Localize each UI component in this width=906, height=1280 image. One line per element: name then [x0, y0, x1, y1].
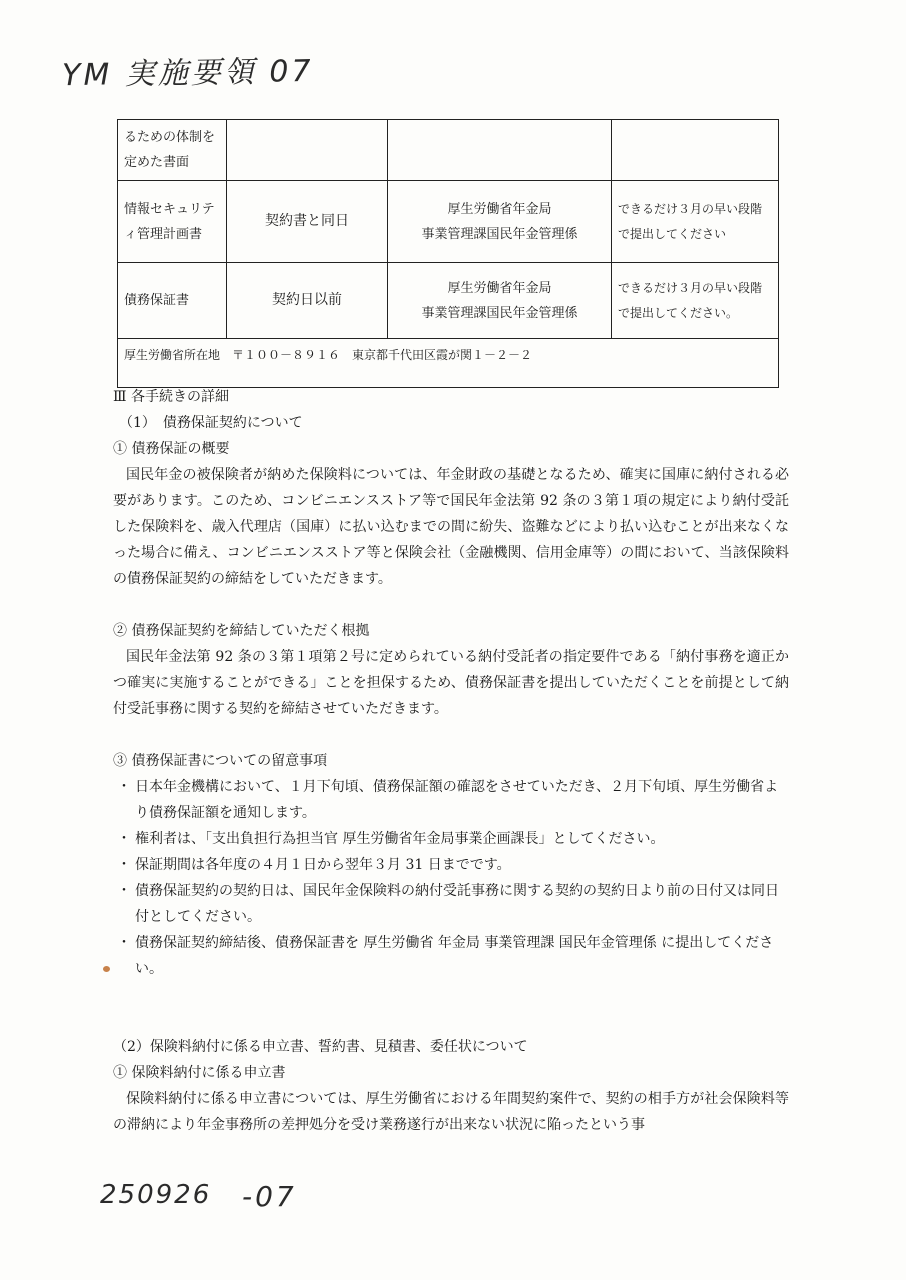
list-item-text: 債務保証契約締結後、債務保証書を 厚生労働省 年金局 事業管理課 国民年金管理係 に提出してください。 — [135, 935, 774, 977]
handwritten-title: YM 実施要領 07 — [61, 53, 314, 94]
item-title: ① 債務保証の概要 — [113, 441, 230, 457]
list-item-text: 権利者は、「支出負担行為担当官 厚生労働省年金局事業企画課長」としてください。 — [135, 831, 665, 847]
bullet-marker: ・ — [117, 857, 131, 873]
doc-name-cell: るための体制を定めた書面 — [118, 120, 227, 181]
list-item-text: 保証期間は各年度の４月１日から翌年３月 31 日までです。 — [135, 857, 511, 873]
address-cell: 厚生労働省所在地 〒１００－８９１６ 東京都千代田区霞が関１－２－２ — [118, 339, 779, 388]
table-row — [118, 181, 779, 263]
handwritten-suffix: -07 — [242, 1180, 297, 1213]
subsection-heading: （1） 債務保証契約について — [119, 415, 303, 431]
paragraph: 国民年金の被保険者が納めた保険料については、年金財政の基礎となるため、確実に国庫に納付される必要があります。このため、コンビニエンスストア等で国民年金法第 92 条の３第１項の規定により納付受託した保険料を、歳入代理店（国庫）に払い込むまでの間に紛失、盗難などにより払い込むことが出来なくなった場合に備え、コンビニエンスストア等と保険会社（金融機関、信用金庫等）の間において、当該保険料の債務保証契約の締結をしていただきます。 — [113, 467, 789, 587]
deadline-cell: 契約日以前 — [227, 263, 388, 339]
deadline-cell — [227, 120, 388, 181]
list-item-text: 日本年金機構において、１月下旬頃、債務保証額の確認をさせていただき、２月下旬頃、厚生労働省より債務保証額を通知します。 — [135, 779, 779, 821]
doc-name-cell: 情報セキュリティ管理計画書 — [118, 181, 227, 263]
list-item — [113, 774, 789, 826]
deadline-cell: 契約書と同日 — [227, 181, 388, 263]
list-item — [113, 878, 789, 930]
destination-line: 厚生労働省年金局 — [447, 280, 552, 296]
list-item — [113, 826, 789, 852]
paragraph: 国民年金法第 92 条の３第１項第２号に定められている納付受託者の指定要件である「納付事務を適正かつ確実に実施することができる」ことを担保するため、債務保証書を提出していただくことを前提として納付受託事務に関する契約を締結させていただきます。 — [113, 649, 789, 717]
destination-line: 厚生労働省年金局 — [447, 201, 552, 217]
bullet-marker: ・ — [117, 779, 131, 795]
section-heading: Ⅲ 各手続きの詳細 — [113, 389, 229, 405]
destination-cell — [388, 120, 612, 181]
document-body — [113, 384, 789, 1138]
list-item — [113, 930, 789, 982]
table-row — [118, 120, 779, 181]
list-item — [113, 852, 789, 878]
submission-table — [117, 119, 779, 388]
item-title: ① 保険料納付に係る申立書 — [113, 1065, 286, 1081]
handwritten-code: 250926 — [100, 1180, 212, 1210]
destination-line: 事業管理課国民年金管理係 — [421, 226, 578, 242]
bullet-marker: ・ — [117, 883, 131, 899]
bullet-marker: ・ — [117, 935, 131, 951]
subsection-heading: （2）保険料納付に係る申立書、誓約書、見積書、委任状について — [113, 1039, 528, 1055]
stain-mark — [103, 966, 110, 972]
note-cell — [612, 120, 779, 181]
doc-name-cell: 債務保証書 — [118, 263, 227, 339]
paragraph: 保険料納付に係る申立書については、厚生労働省における年間契約案件で、契約の相手方が社会保険料等の滞納により年金事務所の差押処分を受け業務遂行が出来ない状況に陥ったという事 — [113, 1091, 789, 1133]
destination-cell — [388, 263, 612, 339]
list-item-text: 債務保証契約の契約日は、国民年金保険料の納付受託事務に関する契約の契約日より前の日付又は同日付としてください。 — [135, 883, 779, 925]
note-cell: できるだけ３月の早い段階で提出してください — [612, 181, 779, 263]
item-title: ③ 債務保証書についての留意事項 — [113, 753, 328, 769]
note-cell: できるだけ３月の早い段階で提出してください。 — [612, 263, 779, 339]
address-row — [118, 339, 779, 388]
destination-cell — [388, 181, 612, 263]
table-row — [118, 263, 779, 339]
bullet-marker: ・ — [117, 831, 131, 847]
item-title: ② 債務保証契約を締結していただく根拠 — [113, 623, 370, 639]
destination-line: 事業管理課国民年金管理係 — [421, 305, 578, 321]
